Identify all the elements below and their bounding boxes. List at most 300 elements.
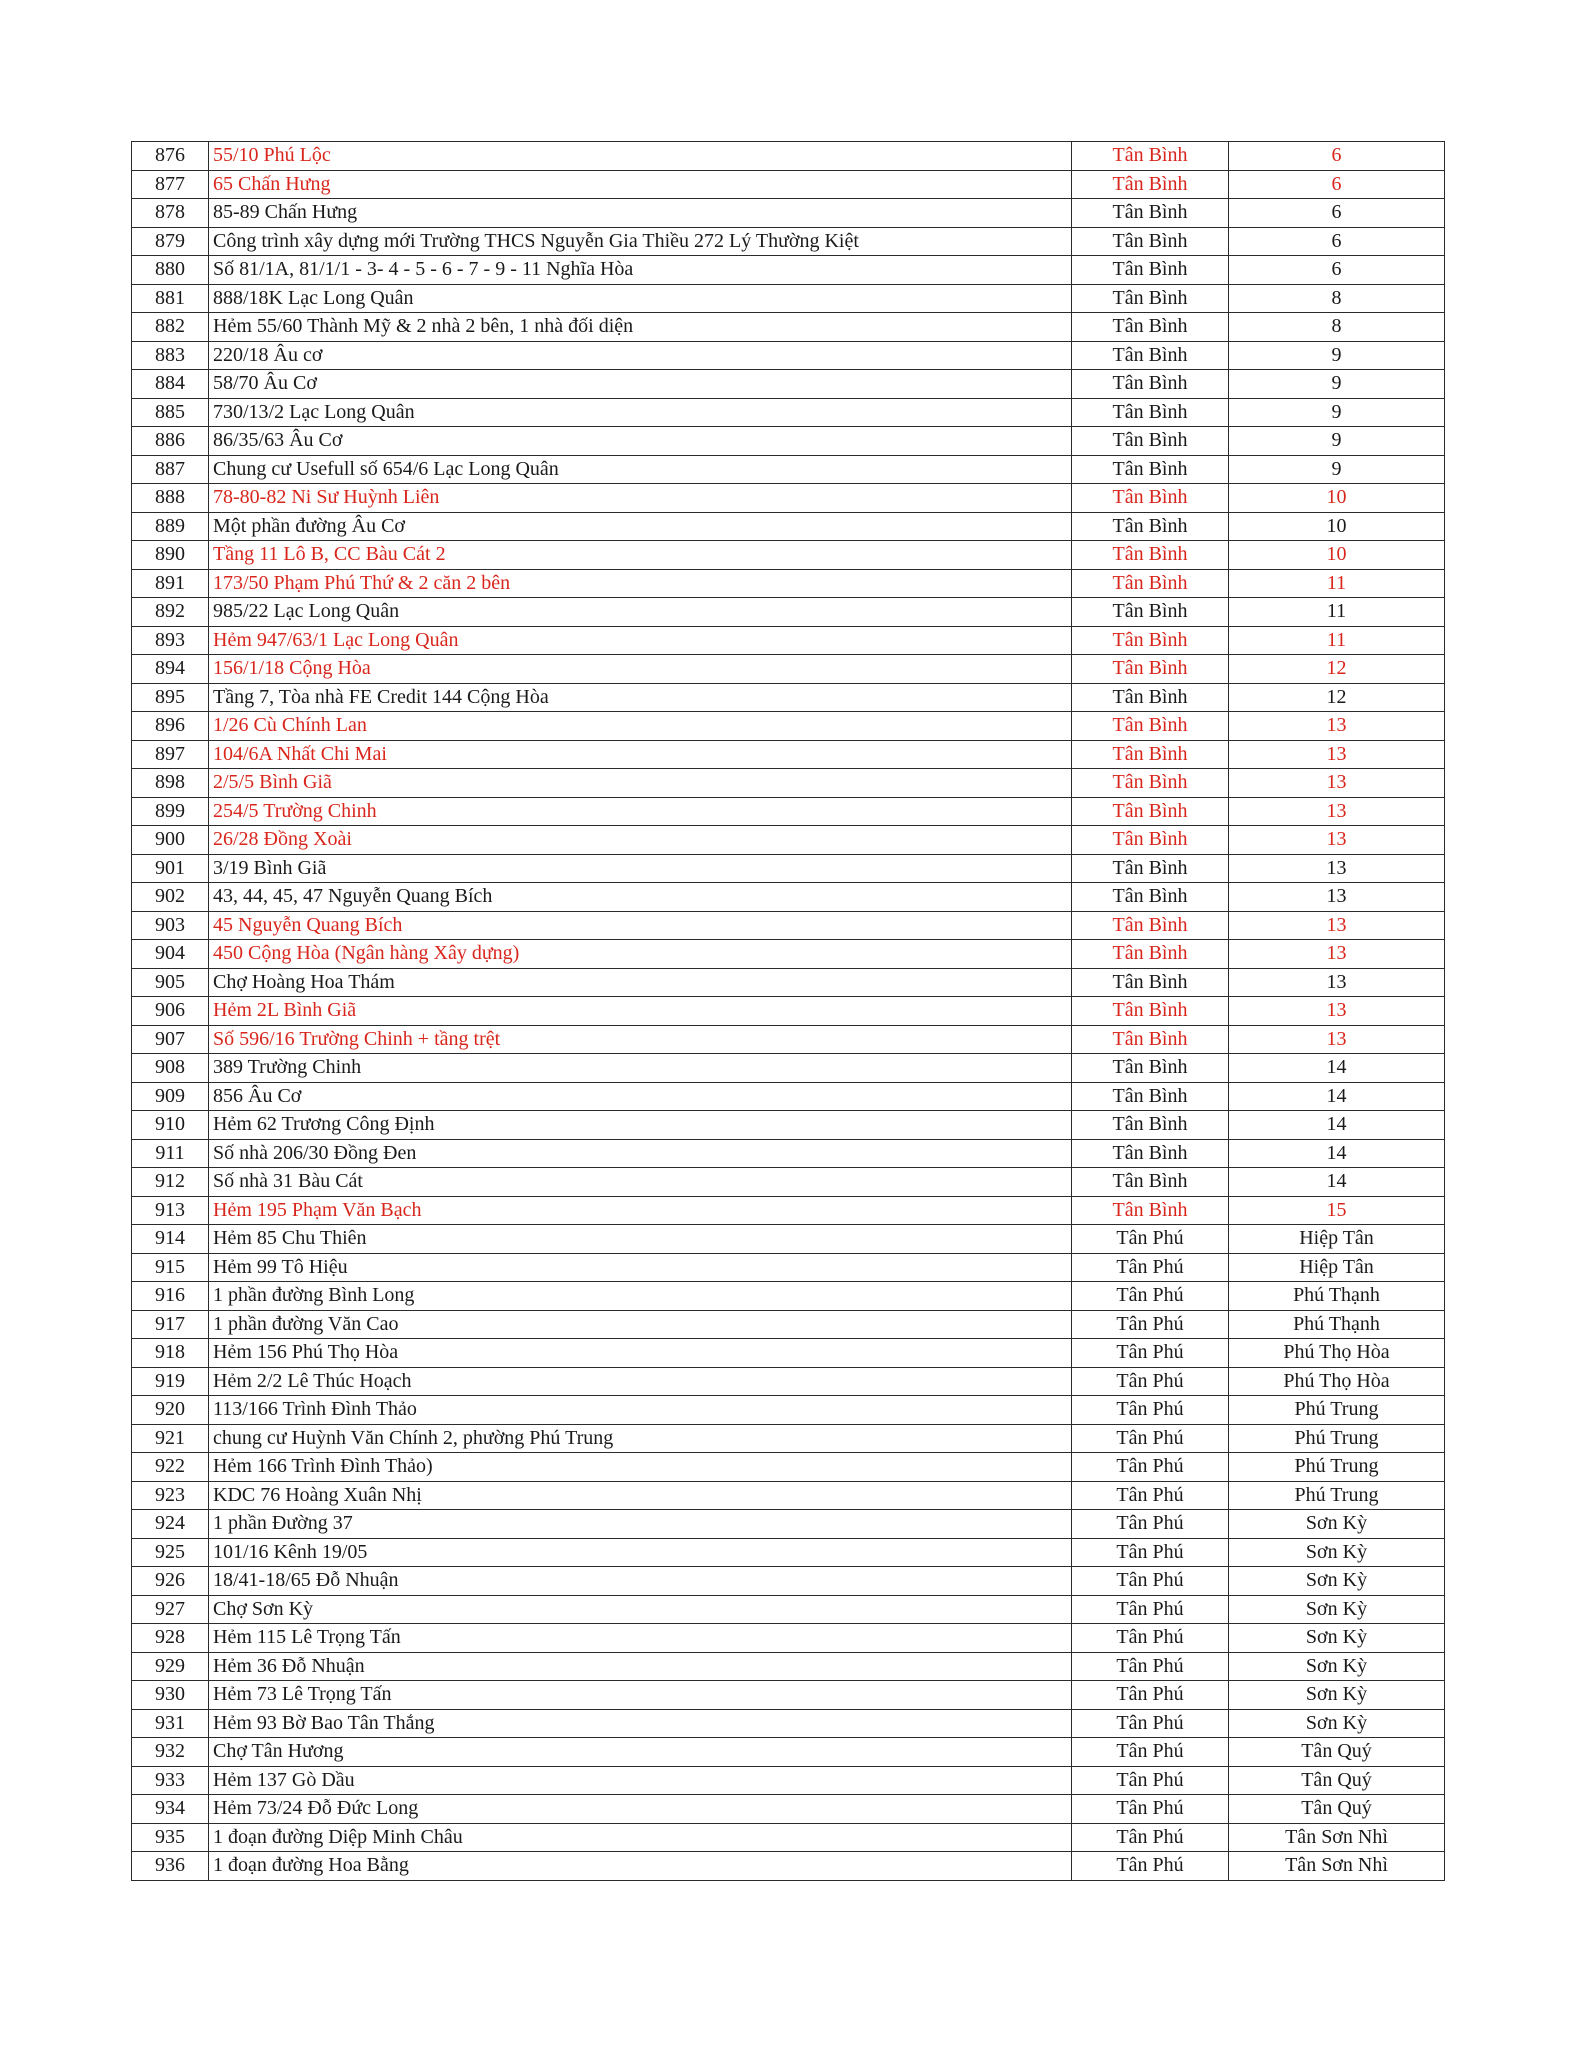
ward-cell: Phú Trung <box>1229 1424 1445 1453</box>
table-row <box>132 1681 1445 1710</box>
address-cell: KDC 76 Hoàng Xuân Nhị <box>209 1481 1072 1510</box>
address-cell: Số nhà 206/30 Đồng Đen <box>209 1139 1072 1168</box>
address-cell: 65 Chấn Hưng <box>209 170 1072 199</box>
district-cell: Tân Bình <box>1072 370 1229 399</box>
district-cell: Tân Phú <box>1072 1738 1229 1767</box>
row-number-cell: 906 <box>132 997 209 1026</box>
address-cell: Công trình xây dựng mới Trường THCS Nguyễn Gia Thiều 272 Lý Thường Kiệt <box>209 227 1072 256</box>
row-number-cell: 914 <box>132 1225 209 1254</box>
table-row <box>132 199 1445 228</box>
district-cell: Tân Bình <box>1072 284 1229 313</box>
ward-cell: Sơn Kỳ <box>1229 1681 1445 1710</box>
table-row <box>132 1396 1445 1425</box>
ward-cell: Phú Thọ Hòa <box>1229 1339 1445 1368</box>
address-cell: 3/19 Bình Giã <box>209 854 1072 883</box>
district-cell: Tân Bình <box>1072 740 1229 769</box>
ward-cell: 10 <box>1229 484 1445 513</box>
table-row <box>132 854 1445 883</box>
address-cell: 18/41-18/65 Đỗ Nhuận <box>209 1567 1072 1596</box>
table-row <box>132 541 1445 570</box>
row-number-cell: 885 <box>132 398 209 427</box>
row-number-cell: 879 <box>132 227 209 256</box>
ward-cell: 12 <box>1229 655 1445 684</box>
district-cell: Tân Phú <box>1072 1339 1229 1368</box>
table-row <box>132 968 1445 997</box>
table-row <box>132 1709 1445 1738</box>
ward-cell: 13 <box>1229 1025 1445 1054</box>
district-cell: Tân Bình <box>1072 256 1229 285</box>
address-cell: 1 phần đường Bình Long <box>209 1282 1072 1311</box>
ward-cell: 13 <box>1229 740 1445 769</box>
ward-cell: 9 <box>1229 341 1445 370</box>
row-number-cell: 909 <box>132 1082 209 1111</box>
table-row <box>132 1225 1445 1254</box>
table-row <box>132 1738 1445 1767</box>
address-cell: 45 Nguyễn Quang Bích <box>209 911 1072 940</box>
row-number-cell: 917 <box>132 1310 209 1339</box>
address-cell: 220/18 Âu cơ <box>209 341 1072 370</box>
ward-cell: 14 <box>1229 1168 1445 1197</box>
ward-cell: Tân Quý <box>1229 1795 1445 1824</box>
district-cell: Tân Bình <box>1072 797 1229 826</box>
row-number-cell: 931 <box>132 1709 209 1738</box>
row-number-cell: 911 <box>132 1139 209 1168</box>
ward-cell: Sơn Kỳ <box>1229 1510 1445 1539</box>
row-number-cell: 892 <box>132 598 209 627</box>
table-row <box>132 1624 1445 1653</box>
ward-cell: 6 <box>1229 199 1445 228</box>
table-row <box>132 370 1445 399</box>
address-cell: 254/5 Trường Chinh <box>209 797 1072 826</box>
district-cell: Tân Phú <box>1072 1681 1229 1710</box>
district-cell: Tân Bình <box>1072 940 1229 969</box>
address-cell: Hẻm 947/63/1 Lạc Long Quân <box>209 626 1072 655</box>
ward-cell: Sơn Kỳ <box>1229 1567 1445 1596</box>
address-cell: Hẻm 195 Phạm Văn Bạch <box>209 1196 1072 1225</box>
table-row <box>132 1082 1445 1111</box>
address-cell: 2/5/5 Bình Giã <box>209 769 1072 798</box>
table-row <box>132 1168 1445 1197</box>
address-cell: Số 81/1A, 81/1/1 - 3- 4 - 5 - 6 - 7 - 9 - 11 Nghĩa Hòa <box>209 256 1072 285</box>
table-row <box>132 1538 1445 1567</box>
address-cell: 1 phần đường Văn Cao <box>209 1310 1072 1339</box>
row-number-cell: 919 <box>132 1367 209 1396</box>
address-cell: Hẻm 73/24 Đỗ Đức Long <box>209 1795 1072 1824</box>
ward-cell: Phú Thạnh <box>1229 1310 1445 1339</box>
address-cell: Số 596/16 Trường Chinh + tầng trệt <box>209 1025 1072 1054</box>
district-cell: Tân Bình <box>1072 1082 1229 1111</box>
address-cell: Hẻm 62 Trương Công Định <box>209 1111 1072 1140</box>
address-cell: Hẻm 166 Trình Đình Thảo) <box>209 1453 1072 1482</box>
ward-cell: 14 <box>1229 1111 1445 1140</box>
district-cell: Tân Phú <box>1072 1652 1229 1681</box>
row-number-cell: 893 <box>132 626 209 655</box>
address-cell: 888/18K Lạc Long Quân <box>209 284 1072 313</box>
table-row <box>132 455 1445 484</box>
address-cell: 856 Âu Cơ <box>209 1082 1072 1111</box>
row-number-cell: 883 <box>132 341 209 370</box>
ward-cell: 14 <box>1229 1139 1445 1168</box>
address-cell: 101/16 Kênh 19/05 <box>209 1538 1072 1567</box>
table-row <box>132 1453 1445 1482</box>
ward-cell: 13 <box>1229 854 1445 883</box>
district-cell: Tân Bình <box>1072 1025 1229 1054</box>
table-row <box>132 398 1445 427</box>
district-cell: Tân Phú <box>1072 1538 1229 1567</box>
row-number-cell: 886 <box>132 427 209 456</box>
table-row <box>132 1282 1445 1311</box>
row-number-cell: 904 <box>132 940 209 969</box>
district-cell: Tân Bình <box>1072 997 1229 1026</box>
district-cell: Tân Phú <box>1072 1424 1229 1453</box>
row-number-cell: 923 <box>132 1481 209 1510</box>
ward-cell: 6 <box>1229 256 1445 285</box>
table-row <box>132 797 1445 826</box>
district-cell: Tân Phú <box>1072 1396 1229 1425</box>
address-cell: 55/10 Phú Lộc <box>209 142 1072 171</box>
table-row <box>132 598 1445 627</box>
ward-cell: 13 <box>1229 997 1445 1026</box>
ward-cell: 9 <box>1229 370 1445 399</box>
district-cell: Tân Phú <box>1072 1595 1229 1624</box>
table-row <box>132 256 1445 285</box>
row-number-cell: 921 <box>132 1424 209 1453</box>
table-row <box>132 284 1445 313</box>
ward-cell: 10 <box>1229 541 1445 570</box>
ward-cell: 11 <box>1229 598 1445 627</box>
row-number-cell: 922 <box>132 1453 209 1482</box>
ward-cell: Phú Trung <box>1229 1481 1445 1510</box>
row-number-cell: 899 <box>132 797 209 826</box>
row-number-cell: 908 <box>132 1054 209 1083</box>
row-number-cell: 898 <box>132 769 209 798</box>
row-number-cell: 891 <box>132 569 209 598</box>
table-row <box>132 769 1445 798</box>
address-cell: Hẻm 137 Gò Dầu <box>209 1766 1072 1795</box>
ward-cell: 13 <box>1229 911 1445 940</box>
district-cell: Tân Bình <box>1072 1139 1229 1168</box>
ward-cell: 6 <box>1229 170 1445 199</box>
table-row <box>132 142 1445 171</box>
district-cell: Tân Phú <box>1072 1709 1229 1738</box>
table-row <box>132 1795 1445 1824</box>
address-cell: 1 đoạn đường Hoa Bằng <box>209 1852 1072 1881</box>
address-cell: 1 phần Đường 37 <box>209 1510 1072 1539</box>
table-row <box>132 1510 1445 1539</box>
ward-cell: Tân Sơn Nhì <box>1229 1852 1445 1881</box>
address-cell: Chung cư Usefull số 654/6 Lạc Long Quân <box>209 455 1072 484</box>
table-row <box>132 712 1445 741</box>
row-number-cell: 890 <box>132 541 209 570</box>
table-row <box>132 1111 1445 1140</box>
ward-cell: 13 <box>1229 712 1445 741</box>
row-number-cell: 881 <box>132 284 209 313</box>
district-cell: Tân Phú <box>1072 1253 1229 1282</box>
address-cell: Một phần đường Âu Cơ <box>209 512 1072 541</box>
address-cell: Chợ Hoàng Hoa Thám <box>209 968 1072 997</box>
ward-cell: 15 <box>1229 1196 1445 1225</box>
district-cell: Tân Bình <box>1072 683 1229 712</box>
row-number-cell: 907 <box>132 1025 209 1054</box>
ward-cell: 13 <box>1229 968 1445 997</box>
table-row <box>132 569 1445 598</box>
table-row <box>132 1852 1445 1881</box>
row-number-cell: 912 <box>132 1168 209 1197</box>
district-cell: Tân Phú <box>1072 1481 1229 1510</box>
address-cell: Tầng 11 Lô B, CC Bàu Cát 2 <box>209 541 1072 570</box>
row-number-cell: 894 <box>132 655 209 684</box>
ward-cell: 8 <box>1229 313 1445 342</box>
district-cell: Tân Phú <box>1072 1282 1229 1311</box>
row-number-cell: 920 <box>132 1396 209 1425</box>
district-cell: Tân Bình <box>1072 1111 1229 1140</box>
district-cell: Tân Phú <box>1072 1567 1229 1596</box>
table-row <box>132 313 1445 342</box>
district-cell: Tân Bình <box>1072 968 1229 997</box>
row-number-cell: 924 <box>132 1510 209 1539</box>
ward-cell: Hiệp Tân <box>1229 1253 1445 1282</box>
district-cell: Tân Phú <box>1072 1225 1229 1254</box>
ward-cell: 13 <box>1229 797 1445 826</box>
district-cell: Tân Bình <box>1072 1168 1229 1197</box>
district-cell: Tân Phú <box>1072 1852 1229 1881</box>
address-cell: 78-80-82 Ni Sư Huỳnh Liên <box>209 484 1072 513</box>
row-number-cell: 925 <box>132 1538 209 1567</box>
row-number-cell: 877 <box>132 170 209 199</box>
row-number-cell: 918 <box>132 1339 209 1368</box>
address-cell: 104/6A Nhất Chi Mai <box>209 740 1072 769</box>
district-cell: Tân Phú <box>1072 1367 1229 1396</box>
table-row <box>132 626 1445 655</box>
district-cell: Tân Bình <box>1072 199 1229 228</box>
district-cell: Tân Bình <box>1072 142 1229 171</box>
district-cell: Tân Bình <box>1072 769 1229 798</box>
district-cell: Tân Phú <box>1072 1510 1229 1539</box>
ward-cell: Phú Trung <box>1229 1396 1445 1425</box>
district-cell: Tân Bình <box>1072 512 1229 541</box>
row-number-cell: 934 <box>132 1795 209 1824</box>
table-row <box>132 1367 1445 1396</box>
row-number-cell: 903 <box>132 911 209 940</box>
address-cell: Chợ Sơn Kỳ <box>209 1595 1072 1624</box>
table-row <box>132 1196 1445 1225</box>
ward-cell: Sơn Kỳ <box>1229 1595 1445 1624</box>
ward-cell: Tân Sơn Nhì <box>1229 1823 1445 1852</box>
table-row <box>132 655 1445 684</box>
row-number-cell: 932 <box>132 1738 209 1767</box>
row-number-cell: 929 <box>132 1652 209 1681</box>
ward-cell: 13 <box>1229 769 1445 798</box>
table-row <box>132 1652 1445 1681</box>
district-cell: Tân Bình <box>1072 541 1229 570</box>
table-row <box>132 1025 1445 1054</box>
address-cell: 730/13/2 Lạc Long Quân <box>209 398 1072 427</box>
table-row <box>132 512 1445 541</box>
district-cell: Tân Bình <box>1072 883 1229 912</box>
address-table-body <box>132 142 1445 1881</box>
address-cell: 173/50 Phạm Phú Thứ & 2 căn 2 bên <box>209 569 1072 598</box>
ward-cell: 9 <box>1229 398 1445 427</box>
address-cell: 985/22 Lạc Long Quân <box>209 598 1072 627</box>
table-row <box>132 997 1445 1026</box>
ward-cell: 13 <box>1229 883 1445 912</box>
row-number-cell: 889 <box>132 512 209 541</box>
district-cell: Tân Bình <box>1072 455 1229 484</box>
row-number-cell: 936 <box>132 1852 209 1881</box>
ward-cell: Phú Thạnh <box>1229 1282 1445 1311</box>
row-number-cell: 933 <box>132 1766 209 1795</box>
table-row <box>132 683 1445 712</box>
row-number-cell: 901 <box>132 854 209 883</box>
ward-cell: Phú Trung <box>1229 1453 1445 1482</box>
table-row <box>132 1310 1445 1339</box>
row-number-cell: 928 <box>132 1624 209 1653</box>
district-cell: Tân Phú <box>1072 1795 1229 1824</box>
address-cell: Hẻm 55/60 Thành Mỹ & 2 nhà 2 bên, 1 nhà đối diện <box>209 313 1072 342</box>
table-row <box>132 826 1445 855</box>
district-cell: Tân Bình <box>1072 484 1229 513</box>
address-cell: Hẻm 2/2 Lê Thúc Hoạch <box>209 1367 1072 1396</box>
table-row <box>132 1139 1445 1168</box>
row-number-cell: 910 <box>132 1111 209 1140</box>
district-cell: Tân Bình <box>1072 341 1229 370</box>
table-row <box>132 1253 1445 1282</box>
district-cell: Tân Bình <box>1072 854 1229 883</box>
district-cell: Tân Bình <box>1072 712 1229 741</box>
ward-cell: 11 <box>1229 569 1445 598</box>
address-cell: Hẻm 2L Bình Giã <box>209 997 1072 1026</box>
row-number-cell: 888 <box>132 484 209 513</box>
address-cell: Hẻm 36 Đỗ Nhuận <box>209 1652 1072 1681</box>
ward-cell: 9 <box>1229 455 1445 484</box>
row-number-cell: 876 <box>132 142 209 171</box>
district-cell: Tân Bình <box>1072 170 1229 199</box>
row-number-cell: 887 <box>132 455 209 484</box>
district-cell: Tân Bình <box>1072 626 1229 655</box>
address-cell: Số nhà 31 Bàu Cát <box>209 1168 1072 1197</box>
district-cell: Tân Bình <box>1072 598 1229 627</box>
district-cell: Tân Phú <box>1072 1823 1229 1852</box>
ward-cell: 14 <box>1229 1054 1445 1083</box>
table-row <box>132 740 1445 769</box>
address-cell: 26/28 Đồng Xoài <box>209 826 1072 855</box>
address-cell: 389 Trường Chinh <box>209 1054 1072 1083</box>
table-row <box>132 911 1445 940</box>
address-cell: Hẻm 99 Tô Hiệu <box>209 1253 1072 1282</box>
ward-cell: Tân Quý <box>1229 1738 1445 1767</box>
district-cell: Tân Bình <box>1072 655 1229 684</box>
ward-cell: 6 <box>1229 227 1445 256</box>
ward-cell: 8 <box>1229 284 1445 313</box>
row-number-cell: 880 <box>132 256 209 285</box>
address-cell: Hẻm 156 Phú Thọ Hòa <box>209 1339 1072 1368</box>
table-row <box>132 1481 1445 1510</box>
address-cell: Chợ Tân Hương <box>209 1738 1072 1767</box>
district-cell: Tân Bình <box>1072 911 1229 940</box>
row-number-cell: 905 <box>132 968 209 997</box>
address-cell: 450 Cộng Hòa (Ngân hàng Xây dựng) <box>209 940 1072 969</box>
district-cell: Tân Bình <box>1072 826 1229 855</box>
table-row <box>132 1424 1445 1453</box>
district-cell: Tân Bình <box>1072 427 1229 456</box>
address-cell: Hẻm 93 Bờ Bao Tân Thắng <box>209 1709 1072 1738</box>
district-cell: Tân Phú <box>1072 1453 1229 1482</box>
row-number-cell: 915 <box>132 1253 209 1282</box>
district-cell: Tân Bình <box>1072 398 1229 427</box>
table-row <box>132 1567 1445 1596</box>
address-table <box>131 141 1445 1881</box>
address-cell: 1/26 Cù Chính Lan <box>209 712 1072 741</box>
ward-cell: 10 <box>1229 512 1445 541</box>
district-cell: Tân Bình <box>1072 569 1229 598</box>
ward-cell: 13 <box>1229 826 1445 855</box>
district-cell: Tân Bình <box>1072 1054 1229 1083</box>
address-cell: Hẻm 73 Lê Trọng Tấn <box>209 1681 1072 1710</box>
district-cell: Tân Phú <box>1072 1624 1229 1653</box>
row-number-cell: 895 <box>132 683 209 712</box>
ward-cell: 6 <box>1229 142 1445 171</box>
ward-cell: Phú Thọ Hòa <box>1229 1367 1445 1396</box>
district-cell: Tân Phú <box>1072 1766 1229 1795</box>
address-cell: 58/70 Âu Cơ <box>209 370 1072 399</box>
ward-cell: Sơn Kỳ <box>1229 1709 1445 1738</box>
row-number-cell: 926 <box>132 1567 209 1596</box>
ward-cell: Sơn Kỳ <box>1229 1652 1445 1681</box>
row-number-cell: 913 <box>132 1196 209 1225</box>
row-number-cell: 896 <box>132 712 209 741</box>
address-cell: Tầng 7, Tòa nhà FE Credit 144 Cộng Hòa <box>209 683 1072 712</box>
address-cell: 43, 44, 45, 47 Nguyễn Quang Bích <box>209 883 1072 912</box>
table-row <box>132 427 1445 456</box>
district-cell: Tân Bình <box>1072 313 1229 342</box>
table-row <box>132 341 1445 370</box>
district-cell: Tân Phú <box>1072 1310 1229 1339</box>
address-cell: 85-89 Chấn Hưng <box>209 199 1072 228</box>
address-cell: 86/35/63 Âu Cơ <box>209 427 1072 456</box>
address-cell: Hẻm 85 Chu Thiên <box>209 1225 1072 1254</box>
row-number-cell: 916 <box>132 1282 209 1311</box>
row-number-cell: 897 <box>132 740 209 769</box>
row-number-cell: 930 <box>132 1681 209 1710</box>
address-cell: chung cư Huỳnh Văn Chính 2, phường Phú Trung <box>209 1424 1072 1453</box>
ward-cell: Sơn Kỳ <box>1229 1538 1445 1567</box>
row-number-cell: 900 <box>132 826 209 855</box>
row-number-cell: 882 <box>132 313 209 342</box>
row-number-cell: 878 <box>132 199 209 228</box>
table-row <box>132 1339 1445 1368</box>
row-number-cell: 935 <box>132 1823 209 1852</box>
table-row <box>132 1823 1445 1852</box>
address-cell: Hẻm 115 Lê Trọng Tấn <box>209 1624 1072 1653</box>
ward-cell: Tân Quý <box>1229 1766 1445 1795</box>
row-number-cell: 884 <box>132 370 209 399</box>
table-row <box>132 940 1445 969</box>
table-row <box>132 1054 1445 1083</box>
district-cell: Tân Bình <box>1072 227 1229 256</box>
table-row <box>132 484 1445 513</box>
table-row <box>132 227 1445 256</box>
ward-cell: 12 <box>1229 683 1445 712</box>
ward-cell: Sơn Kỳ <box>1229 1624 1445 1653</box>
address-cell: 113/166 Trình Đình Thảo <box>209 1396 1072 1425</box>
ward-cell: Hiệp Tân <box>1229 1225 1445 1254</box>
table-row <box>132 1766 1445 1795</box>
ward-cell: 13 <box>1229 940 1445 969</box>
table-row <box>132 1595 1445 1624</box>
address-cell: 1 đoạn đường Diệp Minh Châu <box>209 1823 1072 1852</box>
row-number-cell: 927 <box>132 1595 209 1624</box>
table-row <box>132 170 1445 199</box>
